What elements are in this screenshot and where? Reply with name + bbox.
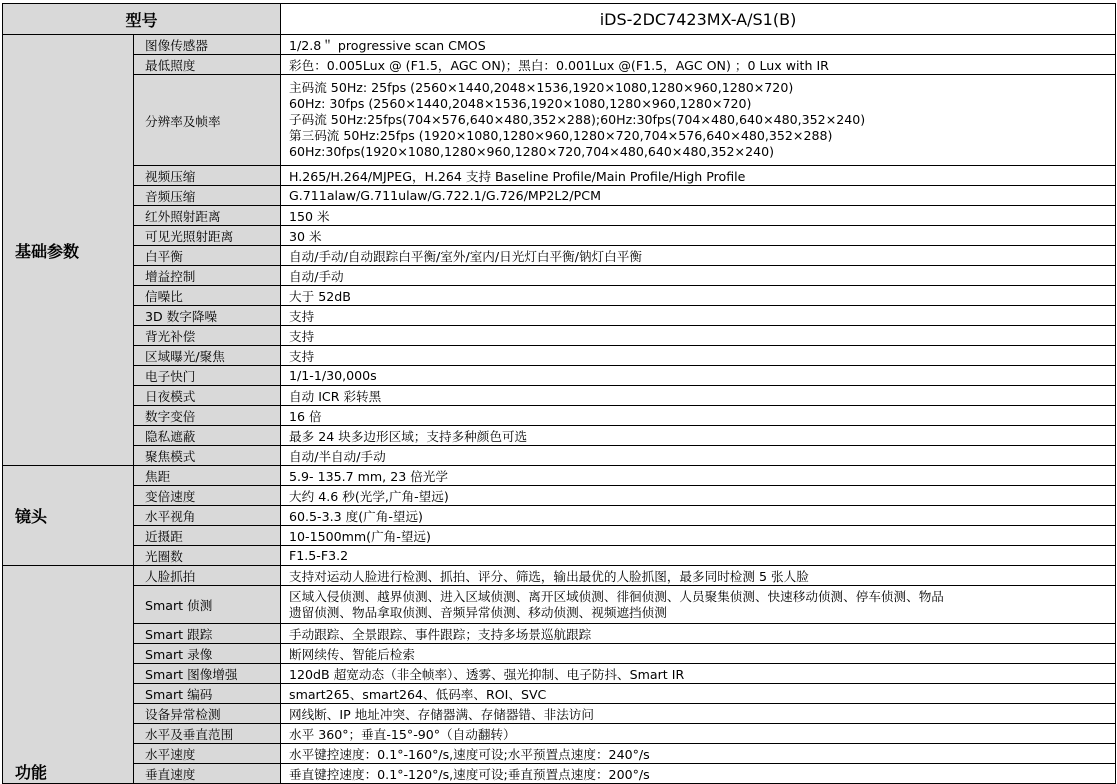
spec-value: 60.5-3.3 度(广角-望远): [281, 506, 1116, 526]
model-header-label: 型号: [3, 4, 281, 35]
spec-value: 断网续传、智能后检索: [281, 644, 1116, 664]
spec-value: 支持对运动人脸进行检测、抓拍、评分、筛选，输出最优的人脸抓图，最多同时检测 5 张人脸: [281, 566, 1116, 586]
table-row: [3, 426, 1116, 446]
table-row: [3, 486, 1116, 506]
spec-value: 网线断、IP 地址冲突、存储器满、存储器错、非法访问: [281, 704, 1116, 724]
spec-value: 支持: [281, 346, 1116, 366]
table-row: [3, 644, 1116, 664]
table-row: [3, 346, 1116, 366]
spec-label: Smart 跟踪: [134, 624, 281, 644]
spec-value: 150 米: [281, 206, 1116, 226]
table-row: [3, 506, 1116, 526]
spec-value-line: 子码流 50Hz:25fps(704×576,640×480,352×288);60Hz:30fps(704×480,640×480,352×240): [289, 112, 866, 127]
table-row: [3, 526, 1116, 546]
spec-value: 5.9- 135.7 mm, 23 倍光学: [281, 466, 1116, 486]
spec-label: 水平及垂直范围: [134, 724, 281, 744]
table-row: [3, 35, 1116, 55]
spec-value: 大于 52dB: [281, 286, 1116, 306]
spec-value: smart265、smart264、低码率、ROI、SVC: [281, 684, 1116, 704]
spec-value: 大约 4.6 秒(光学,广角-望远): [281, 486, 1116, 506]
table-row: [3, 386, 1116, 406]
table-row: [3, 55, 1116, 75]
spec-label: 音频压缩: [134, 186, 281, 206]
spec-label: 白平衡: [134, 246, 281, 266]
spec-value: 水平 360°；垂直-15°-90°（自动翻转）: [281, 724, 1116, 744]
spec-label: 焦距: [134, 466, 281, 486]
table-row: [3, 166, 1116, 186]
table-row: [3, 326, 1116, 346]
spec-label: 垂直速度: [134, 764, 281, 784]
spec-value: 彩色：0.005Lux @ (F1.5，AGC ON)；黑白：0.001Lux @(F1.5，AGC ON) ；0 Lux with IR: [281, 55, 1116, 75]
spec-value-line: 区域入侵侦测、越界侦测、进入区域侦测、离开区域侦测、徘徊侦测、人员聚集侦测、快速移动侦测、停车侦测、物品: [289, 588, 944, 604]
spec-label: 最低照度: [134, 55, 281, 75]
table-row: [3, 744, 1116, 764]
spec-value: 自动/手动/自动跟踪白平衡/室外/室内/日光灯白平衡/钠灯白平衡: [281, 246, 1116, 266]
model-number: iDS-2DC7423MX-A/S1(B): [281, 4, 1116, 35]
section-lens-title: 镜头: [3, 466, 134, 566]
table-row: [3, 75, 1116, 166]
table-row: [3, 704, 1116, 724]
spec-value: 手动跟踪、全景跟踪、事件跟踪；支持多场景巡航跟踪: [281, 624, 1116, 644]
section-functions-title: 功能: [3, 566, 134, 784]
section-basic-params-title: 基础参数: [3, 35, 134, 466]
table-row: [3, 246, 1116, 266]
spec-value-line: 第三码流 50Hz:25fps (1920×1080,1280×960,1280×720,704×576,640×480,352×288): [289, 128, 833, 143]
spec-label: Smart 侦测: [134, 586, 281, 624]
spec-value: 最多 24 块多边形区域；支持多种颜色可选: [281, 426, 1116, 446]
spec-label: 水平视角: [134, 506, 281, 526]
table-row: [3, 366, 1116, 386]
spec-value: 垂直键控速度：0.1°-120°/s,速度可设;垂直预置点速度：200°/s: [281, 764, 1116, 784]
spec-label: Smart 录像: [134, 644, 281, 664]
spec-label: 水平速度: [134, 744, 281, 764]
spec-label: Smart 图像增强: [134, 664, 281, 684]
spec-value: 30 米: [281, 226, 1116, 246]
spec-value-line: 60Hz:30fps(1920×1080,1280×960,1280×720,704×480,640×480,352×240): [289, 144, 775, 159]
spec-label: 可见光照射距离: [134, 226, 281, 246]
table-row: [3, 286, 1116, 306]
spec-value: F1.5-F3.2: [281, 546, 1116, 566]
spec-label: 视频压缩: [134, 166, 281, 186]
table-row: [3, 664, 1116, 684]
spec-value: 16 倍: [281, 406, 1116, 426]
spec-value: 自动 ICR 彩转黑: [281, 386, 1116, 406]
spec-value: 支持: [281, 306, 1116, 326]
spec-value-line: 主码流 50Hz: 25fps (2560×1440,2048×1536,1920×1080,1280×960,1280×720): [289, 80, 794, 95]
spec-label: 3D 数字降噪: [134, 306, 281, 326]
table-row: [3, 684, 1116, 704]
spec-value: 1/1-1/30,000s: [281, 366, 1116, 386]
spec-value: 10-1500mm(广角-望远): [281, 526, 1116, 546]
spec-label: 人脸抓拍: [134, 566, 281, 586]
spec-label: 聚焦模式: [134, 446, 281, 466]
table-row: [3, 306, 1116, 326]
spec-label: 隐私遮蔽: [134, 426, 281, 446]
spec-table: [2, 3, 1116, 784]
spec-value: 自动/手动: [281, 266, 1116, 286]
spec-value: 120dB 超宽动态（非全帧率）、透雾、强光抑制、电子防抖、Smart IR: [281, 664, 1116, 684]
spec-value-line: 60Hz: 30fps (2560×1440,2048×1536,1920×1080,1280×960,1280×720): [289, 96, 752, 111]
spec-label: 红外照射距离: [134, 206, 281, 226]
table-row: [3, 186, 1116, 206]
spec-value: 自动/半自动/手动: [281, 446, 1116, 466]
spec-label: 变倍速度: [134, 486, 281, 506]
spec-label: 分辨率及帧率: [134, 75, 281, 166]
spec-label: 电子快门: [134, 366, 281, 386]
table-row: [3, 266, 1116, 286]
table-row: [3, 724, 1116, 744]
spec-label: 背光补偿: [134, 326, 281, 346]
spec-label: 增益控制: [134, 266, 281, 286]
spec-label: Smart 编码: [134, 684, 281, 704]
spec-value-line: 遗留侦测、物品拿取侦测、音频异常侦测、移动侦测、视频遮挡侦测: [289, 604, 667, 620]
spec-label: 近摄距: [134, 526, 281, 546]
spec-value: 支持: [281, 326, 1116, 346]
spec-label: 区域曝光/聚焦: [134, 346, 281, 366]
spec-value: 1/2.8＂ progressive scan CMOS: [281, 35, 1116, 55]
table-row: [3, 446, 1116, 466]
table-row: [3, 586, 1116, 624]
table-row: [3, 566, 1116, 586]
table-row: [3, 206, 1116, 226]
spec-label: 设备异常检测: [134, 704, 281, 724]
spec-label: 日夜模式: [134, 386, 281, 406]
spec-value: H.265/H.264/MJPEG，H.264 支持 Baseline Profile/Main Profile/High Profile: [281, 166, 1116, 186]
spec-label: 图像传感器: [134, 35, 281, 55]
table-row: [3, 226, 1116, 246]
spec-label: 光圈数: [134, 546, 281, 566]
header-row: [3, 4, 1116, 35]
table-row: [3, 466, 1116, 486]
table-row: [3, 624, 1116, 644]
spec-value: [281, 586, 1116, 624]
spec-value: [281, 75, 1116, 166]
spec-label: 信噪比: [134, 286, 281, 306]
table-row: [3, 764, 1116, 784]
table-row: [3, 546, 1116, 566]
spec-value: G.711alaw/G.711ulaw/G.722.1/G.726/MP2L2/PCM: [281, 186, 1116, 206]
spec-label: 数字变倍: [134, 406, 281, 426]
table-row: [3, 406, 1116, 426]
spec-value: 水平键控速度：0.1°-160°/s,速度可设;水平预置点速度：240°/s: [281, 744, 1116, 764]
